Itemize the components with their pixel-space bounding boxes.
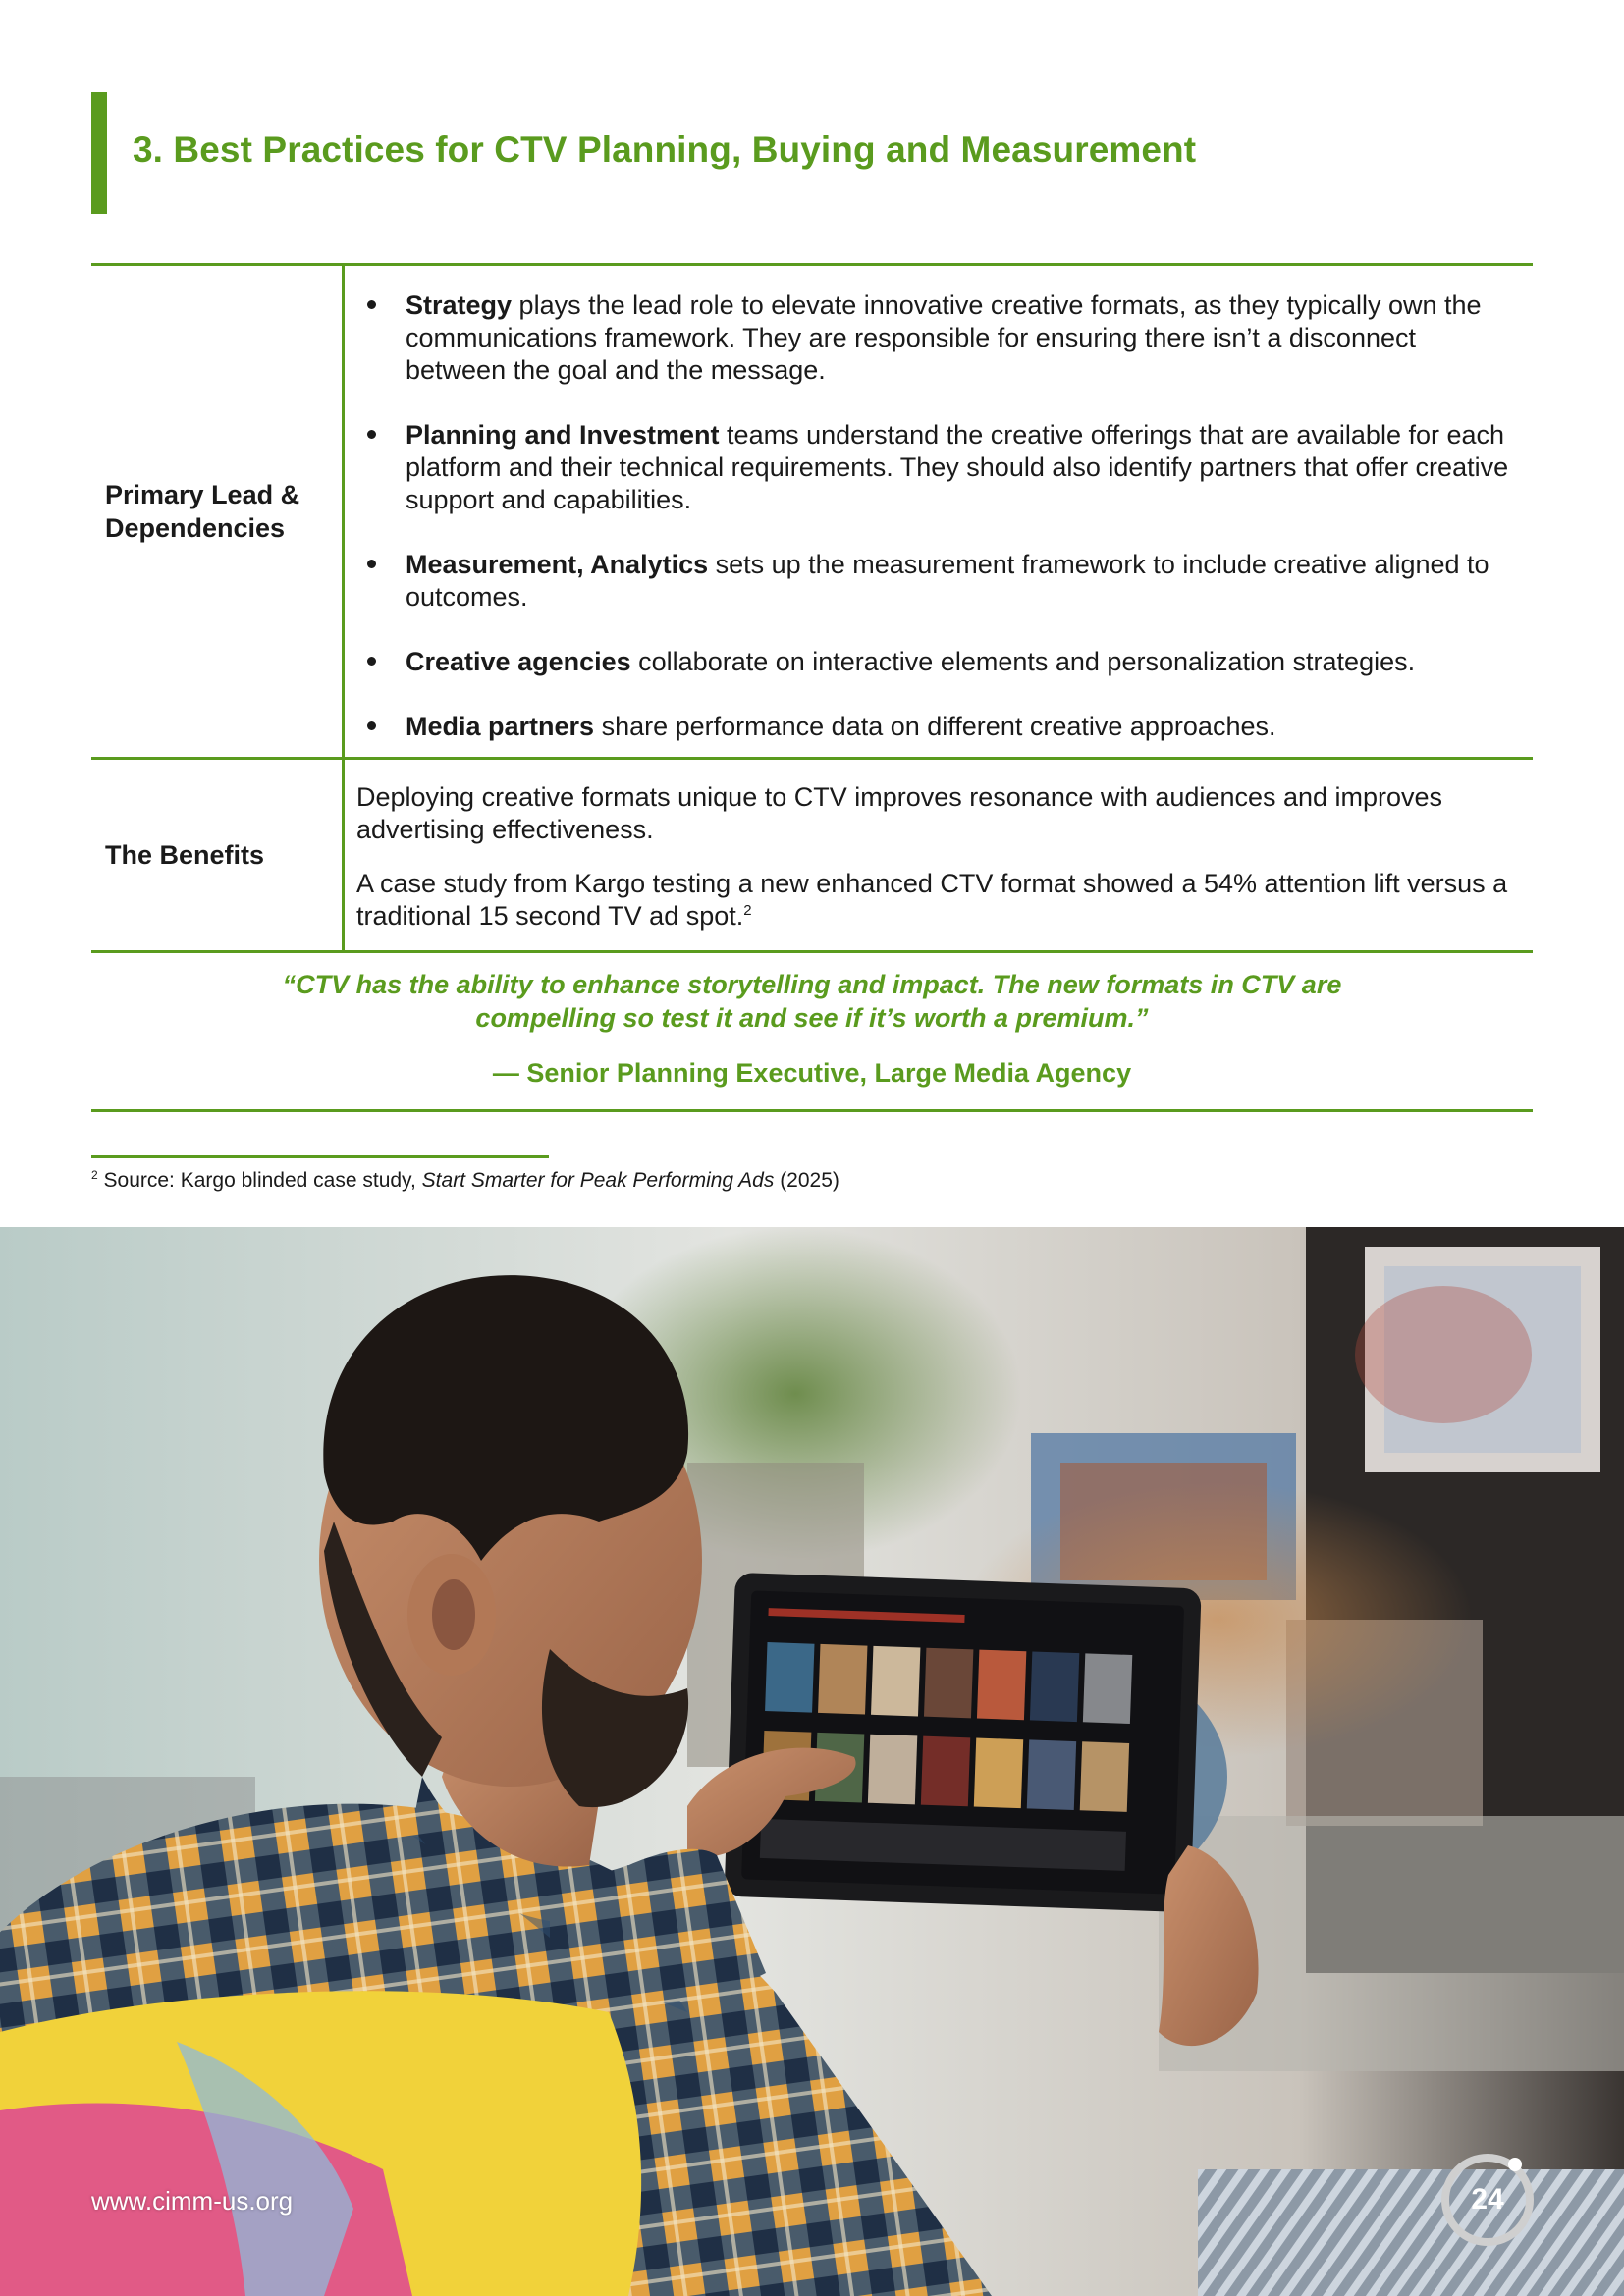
row-label-benefits: The Benefits [91,760,345,950]
practices-table [91,263,1533,953]
pull-quote: “CTV has the ability to enhance storytelling and impact. The new formats in CTV are compelling so test it and see if it’s worth a premium.” [282,970,1342,1033]
list-item [356,549,1521,614]
bullet-bold: Measurement, Analytics [406,550,709,579]
bullet-bold: Planning and Investment [406,420,720,450]
bullet-text: sets up the measurement framework to include creative aligned to outcomes. [406,550,1489,612]
site-url: www.cimm-us.org [91,2186,294,2216]
footnote-source-title: Start Smarter for Peak Performing Ads [421,1169,775,1192]
list-item [356,290,1521,387]
bullet-bold: Strategy [406,291,513,320]
footnote-divider [91,1155,549,1158]
footnote-ref: 2 [743,902,752,919]
row-body-benefits [345,760,1533,950]
benefit-paragraph [356,868,1521,933]
list-item [356,646,1521,678]
hero-photo-man-with-tablet [0,1227,1624,2296]
pull-quote-block [91,950,1533,1112]
footnote-marker: 2 [91,1168,98,1182]
benefit-text: A case study from Kargo testing a new enhanced CTV format showed a 54% attention lift versus a traditional 15 second TV ad spot. [356,869,1508,931]
dependencies-list [356,290,1521,743]
bullet-text: teams understand the creative offerings that are available for each platform and their technical requirements. They should also identify partners that offer creative support and capabilities. [406,420,1509,514]
bullet-text: collaborate on interactive elements and personalization strategies. [630,647,1416,676]
quote-attribution: — Senior Planning Executive, Large Media Agency [492,1058,1132,1088]
table-row-benefits [91,760,1533,953]
row-label-primary-lead: Primary Lead & Dependencies [91,266,345,757]
list-item [356,419,1521,516]
page-number: 24 [1471,2183,1504,2216]
heading-accent-bar [91,92,107,214]
table-row-primary-lead [91,266,1533,760]
footnote [91,1168,839,1194]
bullet-text: plays the lead role to elevate innovative creative formats, as they typically own the communications framework. They are responsible for ensuring there isn’t a disconnect between the goal and the message. [406,291,1482,385]
row-body-primary-lead [345,266,1533,757]
footnote-prefix: Source: Kargo blinded case study, [97,1169,422,1192]
section-heading-block [91,92,1535,214]
page-number-badge [1441,2154,1534,2246]
bullet-bold: Media partners [406,712,595,741]
page-title: 3. Best Practices for CTV Planning, Buying and Measurement [133,130,1197,170]
bullet-text: share performance data on different creative approaches. [594,712,1276,741]
list-item [356,711,1521,743]
bullet-bold: Creative agencies [406,647,631,676]
footnote-suffix: (2025) [774,1169,839,1192]
benefit-paragraph: Deploying creative formats unique to CTV improves resonance with audiences and improves advertising effectiveness. [356,782,1443,844]
